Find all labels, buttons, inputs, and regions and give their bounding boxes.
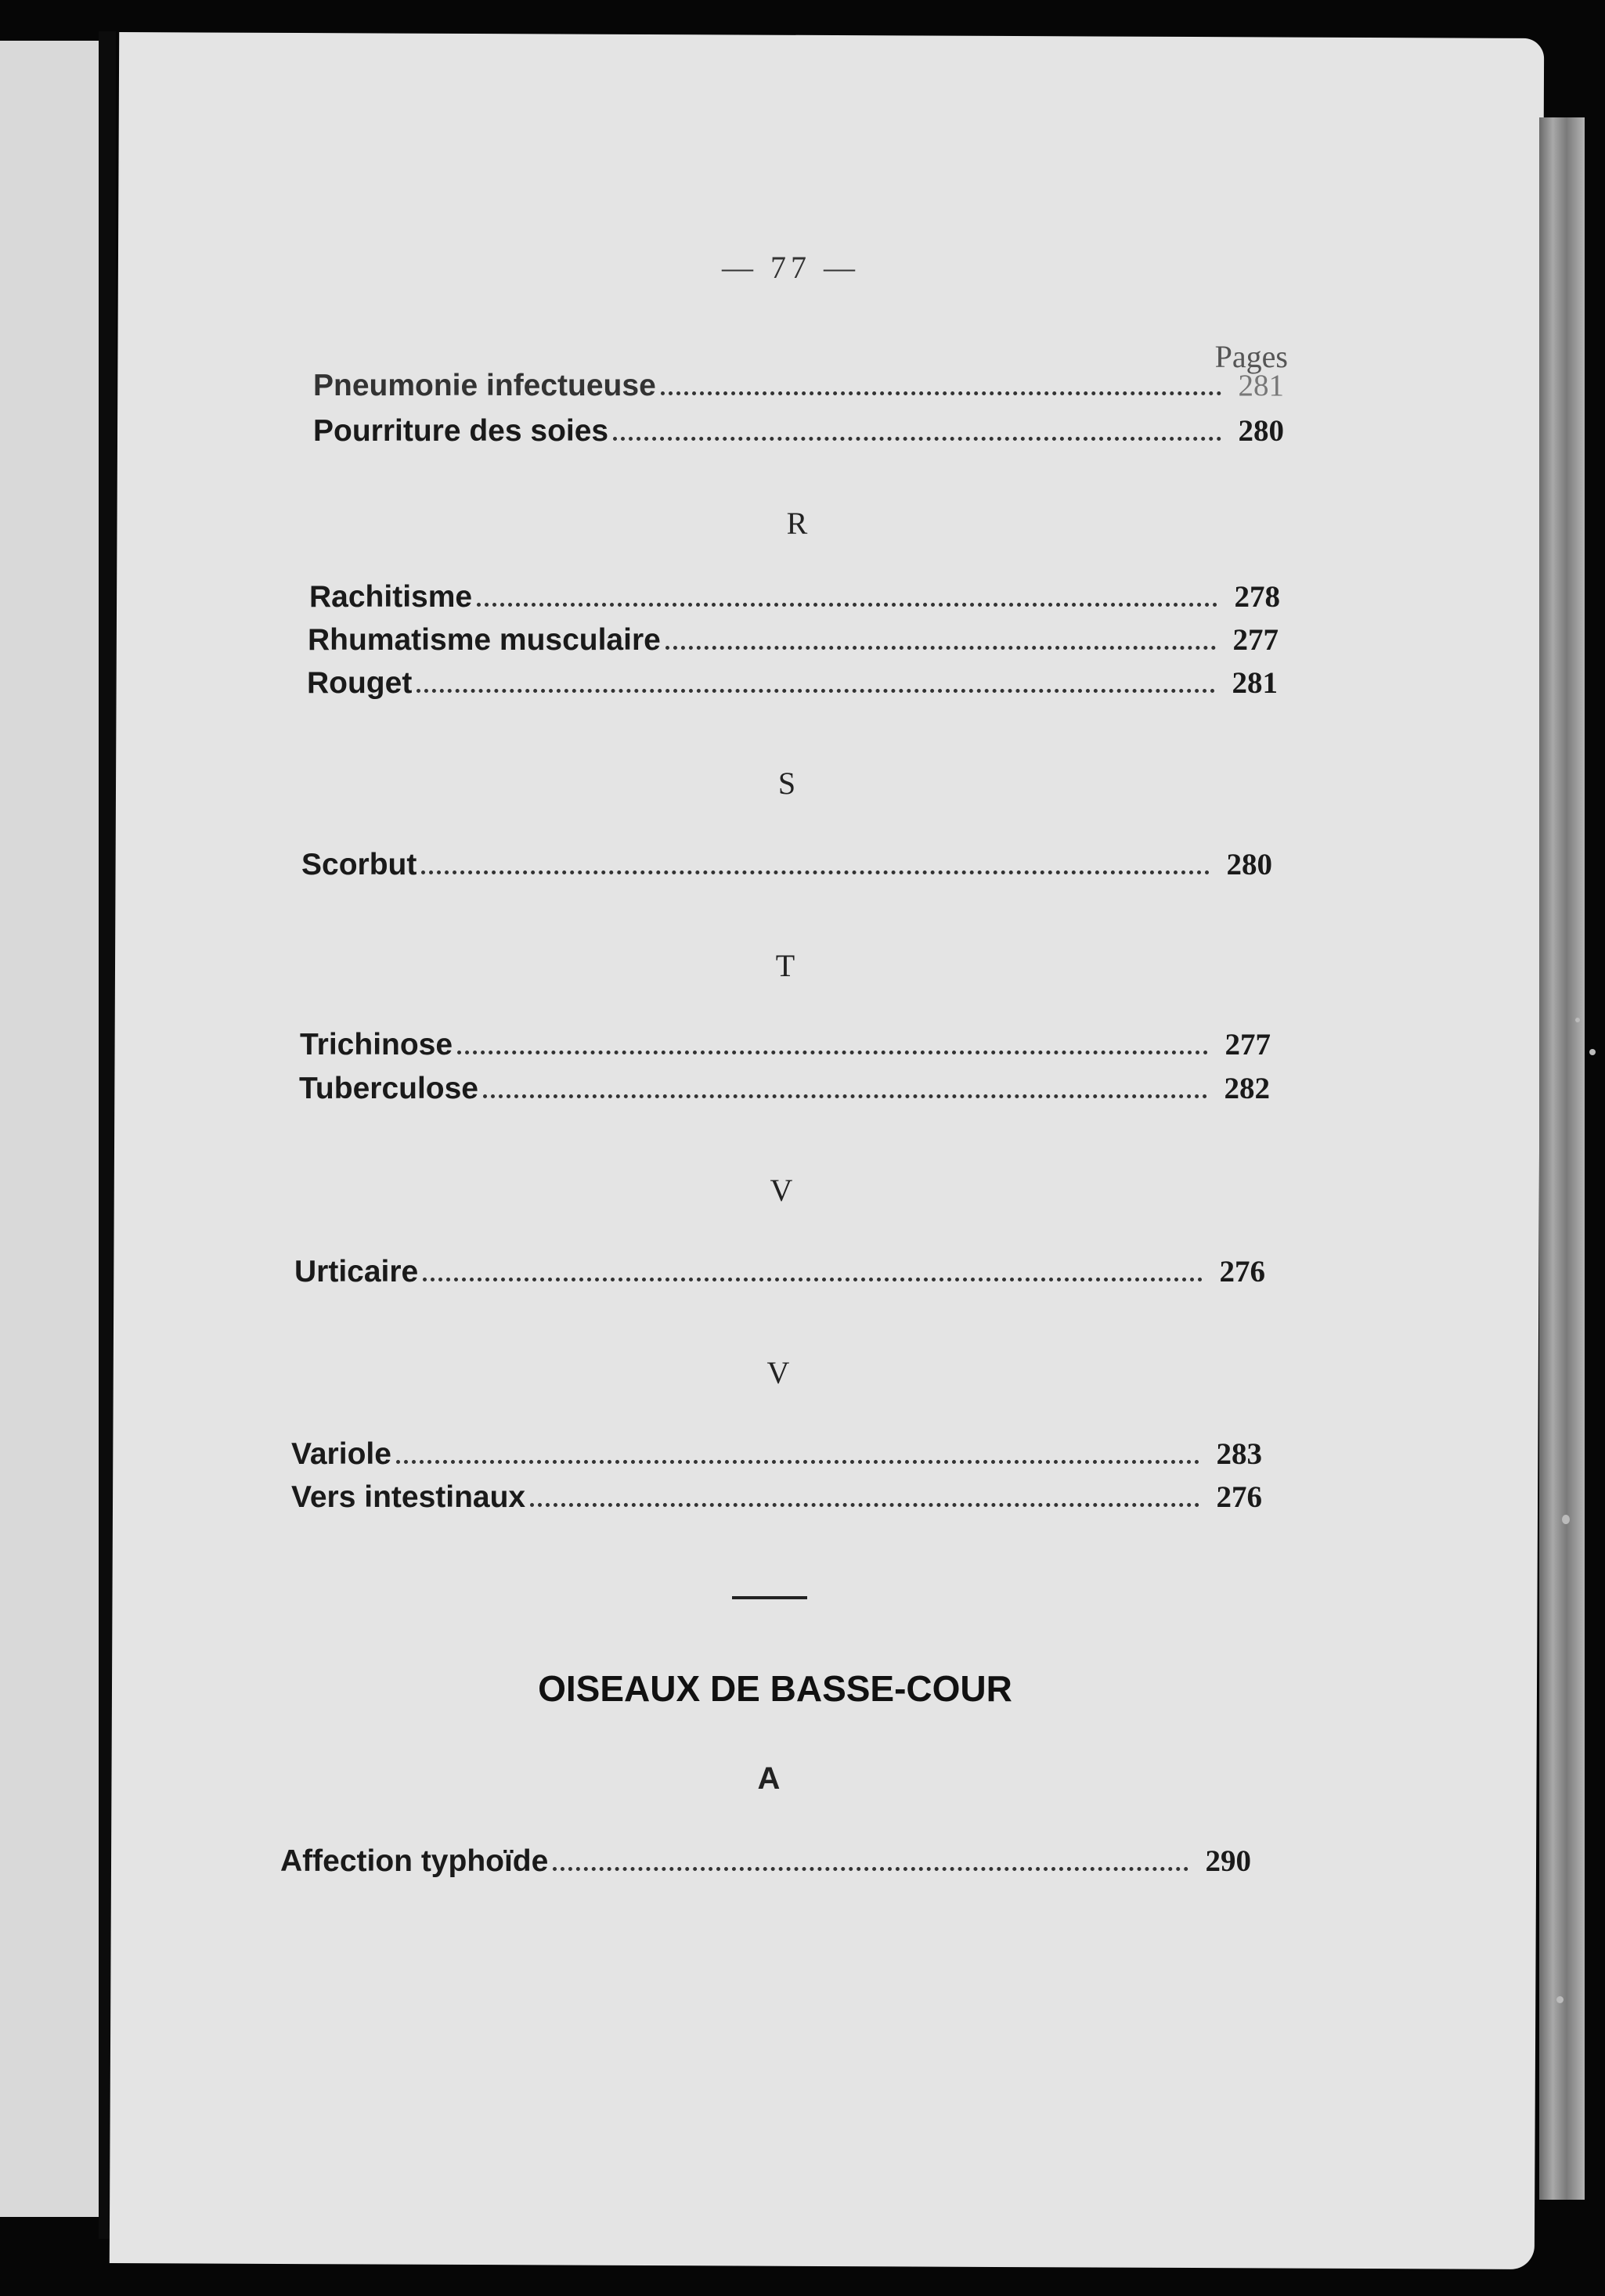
index-entry: [301, 847, 1272, 882]
index-entry: [307, 665, 1278, 701]
entry-page: 277: [1224, 1028, 1271, 1061]
entry-term: Urticaire: [294, 1255, 419, 1289]
dot-leader: [396, 1460, 1199, 1464]
entry-term: Variole: [291, 1437, 391, 1471]
index-entry: [308, 622, 1279, 658]
dot-leader: [483, 1094, 1207, 1098]
dot-leader: [665, 646, 1216, 650]
index-entry: [291, 1480, 1262, 1515]
entry-term: Affection typhoïde: [280, 1844, 549, 1878]
dot-leader: [423, 1278, 1203, 1281]
entry-term: Pneumonie infectueuse: [313, 369, 656, 402]
entry-page: 276: [1219, 1255, 1265, 1289]
entry-term: Rhumatisme musculaire: [308, 623, 661, 657]
index-entry: [313, 413, 1284, 449]
pages-column-label: Pages: [1214, 339, 1288, 374]
entry-term: Tuberculose: [299, 1072, 478, 1105]
entry-page: 276: [1216, 1480, 1262, 1514]
index-entry: [299, 1071, 1270, 1106]
entry-term: Scorbut: [301, 848, 417, 881]
entry-page: 281: [1238, 369, 1284, 402]
entry-page: 277: [1232, 623, 1279, 657]
entry-page: 280: [1226, 848, 1272, 881]
index-entry: [280, 1844, 1251, 1879]
entry-term: Vers intestinaux: [291, 1480, 526, 1514]
dot-leader: [553, 1867, 1188, 1871]
section-letter-a: A: [757, 1761, 781, 1796]
entry-page: 290: [1205, 1844, 1251, 1878]
section-letter-t: T: [775, 948, 795, 983]
index-entry: [309, 579, 1280, 615]
index-entry: [294, 1254, 1265, 1289]
section-heading: OISEAUX DE BASSE-COUR: [538, 1668, 1012, 1709]
dot-leader: [613, 437, 1221, 441]
entry-term: Rachitisme: [309, 580, 473, 614]
page-number: — 77 —: [722, 250, 860, 285]
section-letter-r: R: [786, 506, 808, 541]
entry-page: 278: [1234, 580, 1280, 614]
dot-leader: [417, 689, 1215, 693]
dot-leader: [457, 1051, 1208, 1054]
dot-leader: [421, 870, 1210, 874]
entry-term: Rouget: [307, 666, 413, 700]
section-divider: [732, 1596, 807, 1599]
entry-term: Trichinose: [300, 1028, 453, 1061]
index-entry: [300, 1027, 1271, 1062]
section-letter-s: S: [777, 766, 796, 801]
index-entry: [313, 368, 1284, 403]
index-entry: [291, 1436, 1262, 1472]
dot-leader: [477, 603, 1217, 607]
section-letter-v: V: [766, 1355, 790, 1390]
entry-term: Pourriture des soies: [313, 414, 609, 448]
dot-leader: [661, 391, 1221, 395]
entry-page: 280: [1238, 414, 1284, 448]
entry-page: 283: [1216, 1437, 1262, 1471]
entry-page: 281: [1232, 666, 1278, 700]
section-letter-u: V: [770, 1173, 793, 1208]
dot-leader: [530, 1503, 1199, 1507]
entry-page: 282: [1224, 1072, 1270, 1105]
